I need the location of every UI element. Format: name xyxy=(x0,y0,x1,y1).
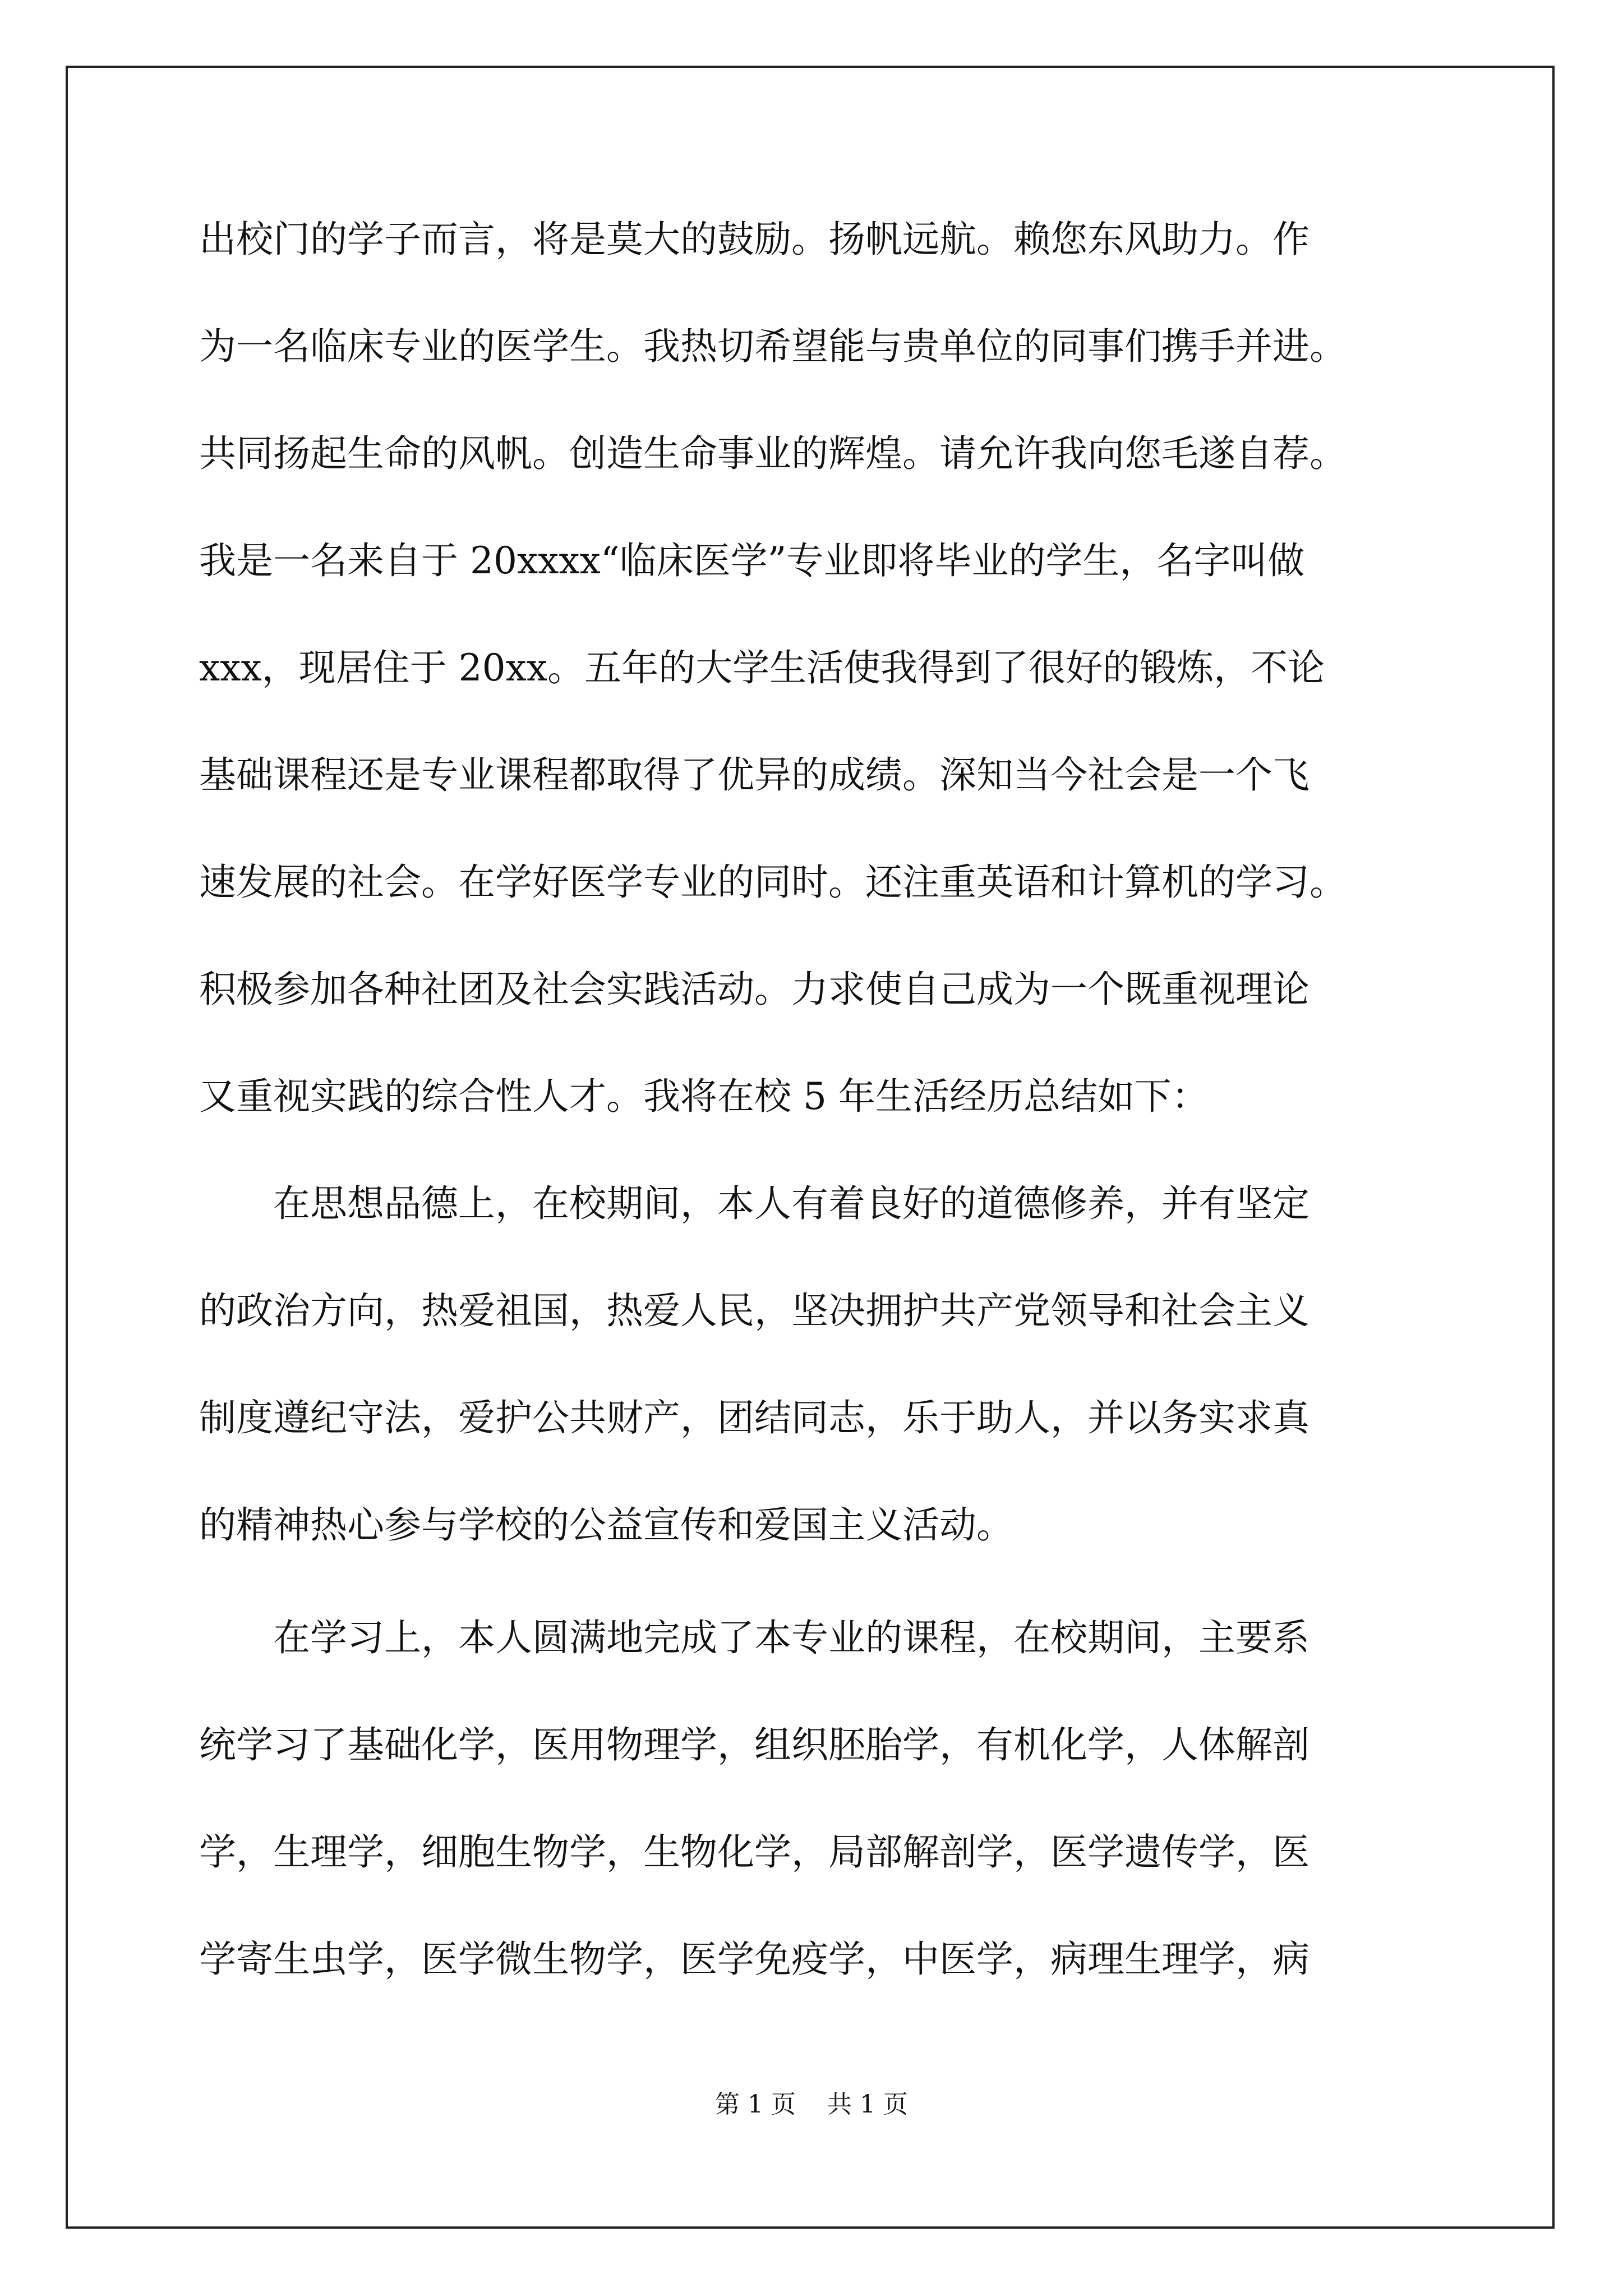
text-line: 出校门的学子而言，将是莫大的鼓励。扬帆远航。赖您东风助力。作 xyxy=(199,218,1310,261)
text-line: 又重视实践的综合性人才。我将在校 5 年生活经历总结如下： xyxy=(199,1075,1209,1118)
text-line: 基础课程还是专业课程都取得了优异的成绩。深知当今社会是一个飞 xyxy=(199,753,1310,797)
page-number-footer: 第 1 页 共 1 页 xyxy=(715,2090,908,2119)
text-line: 学寄生虫学，医学微生物学，医学免疫学，中医学，病理生理学，病 xyxy=(199,1938,1310,1981)
text-line: 我是一名来自于 20xxxx“临床医学”专业即将毕业的学生，名字叫做 xyxy=(199,539,1305,582)
text-line: 为一名临床专业的医学生。我热切希望能与贵单位的同事们携手并进。 xyxy=(199,325,1347,368)
text-line: 统学习了基础化学，医用物理学，组织胚胎学，有机化学，人体解剖 xyxy=(199,1723,1310,1766)
paragraph-gap xyxy=(199,1606,1422,1612)
text-line: 制度遵纪守法，爱护公共财产，团结同志，乐于助人，并以务实求真 xyxy=(199,1396,1310,1439)
text-line: 速发展的社会。在学好医学专业的同时。还注重英语和计算机的学习。 xyxy=(199,861,1347,904)
text-line: 的精神热心参与学校的公益宣传和爱国主义活动。 xyxy=(199,1503,1013,1547)
document-body xyxy=(199,213,1422,2040)
text-line: 积极参加各种社团及社会实践活动。力求使自己成为一个既重视理论 xyxy=(199,968,1310,1011)
paragraph-first-line: 在学习上，本人圆满地完成了本专业的课程，在校期间，主要系 xyxy=(273,1616,1310,1659)
text-line: xxx，现居住于 20xx。五年的大学生活使我得到了很好的锻炼，不论 xyxy=(199,646,1325,689)
paragraph-first-line: 在思想品德上，在校期间，本人有着良好的道德修养，并有坚定 xyxy=(273,1182,1310,1225)
text-line: 学，生理学，细胞生物学，生物化学，局部解剖学，医学遗传学，医 xyxy=(199,1830,1310,1874)
text-line: 的政治方向，热爱祖国，热爱人民，坚决拥护共产党领导和社会主义 xyxy=(199,1289,1310,1332)
text-line: 共同扬起生命的风帆。创造生命事业的辉煌。请允许我向您毛遂自荐。 xyxy=(199,432,1347,475)
